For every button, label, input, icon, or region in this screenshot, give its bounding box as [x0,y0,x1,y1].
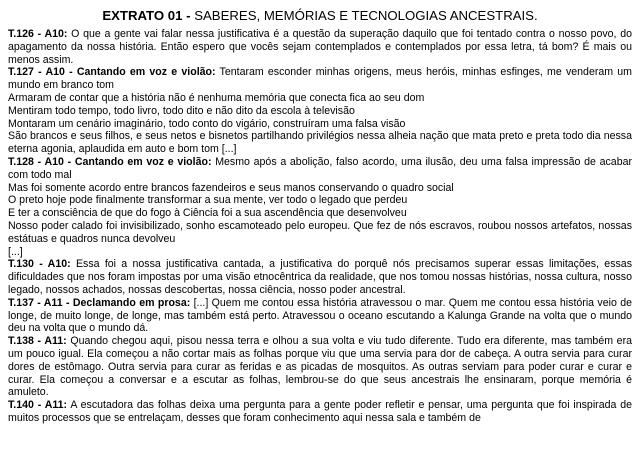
lyric-line: E ter a consciência de que do fogo à Ciência foi a sua ascendência que desenvolveu [8,207,407,220]
turn-label: T.138 - A11: [8,335,67,348]
turn-label: T.130 - A10: [8,258,71,271]
document-title [8,7,632,25]
transcript-t126 [8,28,632,66]
turn-text: [...] Quem me contou essa história atravessou o mar. Quem me contou essa história veio de longe, de muito longe, de longe, mas também está perto. Atravessou o oceano escutando a Kalunga Grande na volta que o mundo deu na volta que o mundo dá. [8,296,632,335]
transcript-t127 [8,66,632,92]
lyric-line: Mas foi somente acordo entre brancos fazendeiros e seus manos conservando o quadro social [8,181,454,194]
turn-text: A escutadora das folhas deixa uma pergunta para a gente poder refletir e pensar, uma pergunta que foi inspirada de muitos processos que se entrelaçam, desses que foram conhecimento aqui nessa sala e também de [8,399,632,424]
lyric-line: Montaram um cenário imaginário, todo conto do vigário, construíram uma falsa visão [8,117,406,130]
turn-text: Essa foi a nossa justificativa cantada, a justificativa do porquê nós precisamos superar essas limitações, essas dificuldades que nos foram impostas por uma visão etnocêntrica da realidade, que nos tomou nossas histórias, nossa cultura, nosso legado, nossos achados, nossas descobertas, nossa ciência, nosso poder ancestral. [8,258,632,296]
turn-text: O que a gente vai falar nessa justificativa é a questão da superação daquilo que foi tentado contra o nosso povo, do apagamento da nossa história. Então espero que vocês sejam contemplados e contemplados por essa letra, tá bom? É mais ou menos assim. [8,28,632,66]
turn-label: T.128 - A10 - Cantando em voz e violão: [8,155,212,168]
turn-label: T.127 - A10 - Cantando em voz e violão: [8,66,216,79]
transcript-t128 [8,156,632,182]
turn-label: T.140 - A11: [8,399,68,412]
lyric-closing: São brancos e seus filhos, e seus netos e bisnetos partilhando privilégios nessa alheia nação que mata preto e preta todo dia nessa eterna agonia, aplaudida em auto e bom tom [...] [8,130,632,156]
transcript-t140 [8,399,632,425]
turn-label: T.126 - A10: [8,28,68,40]
transcript-t130 [8,258,632,296]
transcript-t137 [8,297,632,335]
turn-text: Tentaram esconder minhas origens, meus heróis, minhas esfinges, me venderam um mundo em branco tom [8,66,633,92]
lyric-closing: Nosso poder calado foi invisibilizado, sonho escamoteado pelo europeu. Que fez de nós escravos, roubou nossos artefatos, nossas estátuas e quadros nunca devolveu [8,219,632,245]
turn-text: Mesmo após a abolição, falso acordo, uma ilusão, deu uma falsa impressão de acabar com todo mal [8,155,633,181]
lyric-line: Mentiram todo tempo, todo livro, todo dito e não dito da escola à televisão [8,104,355,117]
lyric-line: O preto hoje pode finalmente transformar a sua mente, ver todo o legado que perdeu [8,194,408,207]
lyric-line: Armaram de contar que a história não é nenhuma memória que conecta fica ao seu dom [8,91,425,104]
ellipsis: [...] [8,245,23,258]
turn-label: T.137 - A11 - Declamando em prosa: [8,296,191,309]
transcript-t138 [8,335,632,399]
title-prefix: EXTRATO 01 - [102,8,191,23]
turn-text: Quando chegou aqui, pisou nessa terra e olhou a sua volta e viu tudo diferente. Tudo era diferente, mas também era um pouco igual. Ela começou a não cortar mais as folhas porque viu que uma servia para dor de cabeça. A outra servia para curar dores de estômago. Outra servia para curar as feridas e as picadas de mosquitos. As outras serviam para poder curar e curar e curar. Ela começou a conversar e a escutar as folhas, lembrou-se do que seus ancestrais lhe ensinaram, porque memória é amuleto. [8,335,632,399]
title-text: SABERES, MEMÓRIAS E TECNOLOGIAS ANCESTRAIS. [190,8,538,23]
